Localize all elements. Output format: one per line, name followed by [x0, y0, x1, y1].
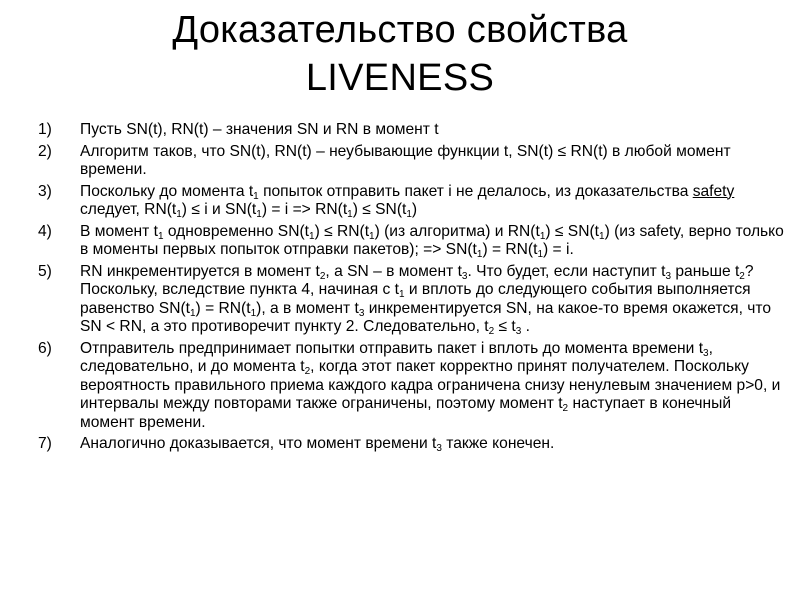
- subscript: 2: [739, 270, 745, 282]
- subscript: 2: [562, 403, 569, 414]
- step-text: ) = i => RN(t: [261, 201, 348, 218]
- step-text: ) = RN(t: [482, 241, 538, 258]
- step-text: , а SN – в момент t: [325, 262, 462, 280]
- step-text: ) = i.: [543, 241, 574, 258]
- step-text: следует, RN(t: [80, 201, 177, 218]
- step-text: ), а в момент t: [256, 299, 359, 317]
- step-text: В момент t: [80, 222, 158, 240]
- subscript: 1: [347, 209, 353, 220]
- subscript: 2: [319, 270, 326, 282]
- subscript: 1: [309, 230, 315, 242]
- safety-link-text: safety: [692, 182, 735, 200]
- proof-step-3: [14, 183, 784, 220]
- subscript: 1: [256, 209, 262, 220]
- step-text: ) (из safety, верно только в моменты первых попыток отправки пакетов); => SN(t: [80, 222, 784, 258]
- subscript: 1: [539, 230, 546, 242]
- subscript: 3: [515, 326, 522, 337]
- subscript: 1: [253, 190, 259, 202]
- subscript: 1: [398, 289, 405, 300]
- subscript: 1: [537, 249, 544, 260]
- step-text: ) ≤ SN(t: [352, 201, 407, 218]
- step-number: 6): [38, 339, 52, 357]
- step-text: . Что будет, если наступит t: [467, 262, 666, 280]
- step-text: ) = RN(t: [195, 299, 251, 317]
- subscript: 2: [304, 366, 311, 377]
- step-number: 4): [38, 222, 52, 240]
- subscript: 1: [369, 230, 375, 242]
- step-text: RN инкрементируется в момент t: [80, 262, 320, 280]
- slide-title-line1: Доказательство свойства: [172, 9, 628, 51]
- step-text: Аналогично доказывается, что момент времени t: [80, 435, 437, 452]
- step-text: наступает в конечный момент времени.: [80, 395, 732, 431]
- step-text: ≤ t: [494, 318, 516, 335]
- proof-step-1: [14, 121, 784, 140]
- step-number: 7): [38, 435, 52, 452]
- step-text: ) ≤ i и SN(t: [181, 201, 257, 218]
- subscript: 3: [436, 443, 442, 454]
- subscript: 1: [189, 307, 196, 319]
- step-text: Отправитель предпринимает попытки отправить пакет i вплоть до момента времени t: [80, 339, 704, 357]
- subscript: 1: [599, 230, 605, 242]
- subscript: 3: [665, 270, 672, 282]
- subscript: 2: [488, 326, 495, 337]
- step-text: Алгоритм таков, что SN(t), RN(t) – неубывающие функции t, SN(t) ≤ RN(t) в любой момент времени.: [80, 142, 731, 178]
- step-text: одновременно SN(t: [163, 222, 309, 240]
- step-text: ) ≤ RN(t: [314, 222, 370, 240]
- subscript: 1: [176, 209, 182, 220]
- step-number: 5): [38, 262, 52, 280]
- step-text: попыток отправить пакет i не делалось, из доказательства: [258, 182, 693, 200]
- step-text: Пусть SN(t), RN(t) – значения SN и RN в момент t: [80, 121, 439, 138]
- step-text: ) ≤ SN(t: [545, 222, 599, 240]
- step-text: , когда этот пакет корректно принят получателем. Поскольку вероятность правильного приема каждого кадра ограничена снизу ненулевым значением p>0, и интервалы между повторами также ограничены, поэтому момент t: [80, 358, 781, 412]
- proof-step-5: [14, 263, 784, 337]
- step-text: ? Поскольку, вследствие пункта 4, начиная с t: [80, 262, 754, 298]
- proof-step-7: [14, 435, 784, 454]
- step-text: ): [411, 201, 418, 218]
- slide-title-line2: LIVENESS: [305, 57, 495, 99]
- step-text: , следовательно, и до момента t: [80, 339, 713, 375]
- step-text: .: [521, 318, 530, 335]
- subscript: 3: [358, 307, 365, 319]
- proof-step-4: [14, 223, 784, 260]
- step-number: 1): [38, 121, 52, 138]
- step-number: 2): [38, 142, 52, 160]
- step-text: Поскольку до момента t: [80, 182, 254, 200]
- step-text: также конечен.: [441, 435, 555, 452]
- subscript: 1: [157, 230, 164, 242]
- slide-title: [0, 6, 800, 102]
- subscript: 1: [406, 209, 412, 220]
- step-text: раньше t: [671, 262, 740, 280]
- step-text: ) (из алгоритма) и RN(t: [374, 222, 540, 240]
- proof-steps-list: [14, 121, 784, 457]
- subscript: 1: [476, 249, 483, 260]
- proof-step-6: [14, 340, 784, 433]
- step-number: 3): [38, 182, 52, 200]
- subscript: 3: [461, 270, 468, 282]
- subscript: 1: [250, 307, 257, 319]
- subscript: 3: [703, 347, 709, 359]
- proof-step-2: [14, 143, 784, 180]
- step-text: и вплоть до следующего события выполняется равенство SN(t: [80, 281, 751, 317]
- step-text: инкрементируется SN, на какое-то время окажется, что SN < RN, а это противоречит пункту 2. Следовательно, t: [80, 299, 772, 335]
